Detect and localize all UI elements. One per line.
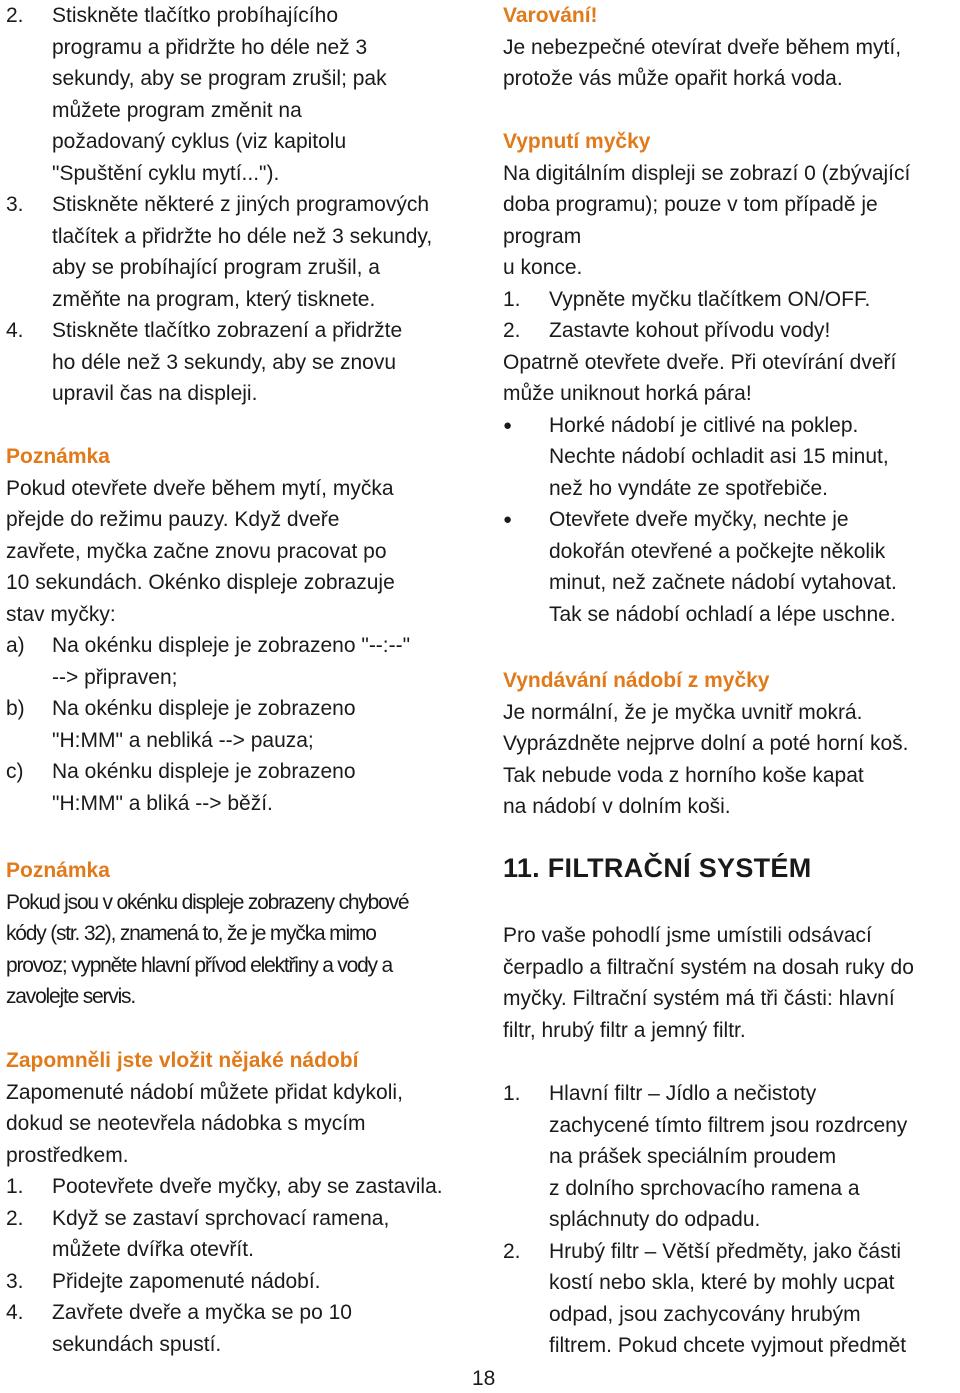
list-item: c) Na okénku displeje je zobrazeno "H:MM" a bliká --> běží. — [6, 760, 356, 815]
program-steps-list — [6, 0, 432, 410]
bullet-icon: ● — [503, 511, 513, 528]
list-item: ● Otevřete dveře myčky, nechte je dokořán otevřené a počkejte několik minut, než začnete nádobí vytahovat. Tak se nádobí ochladí a lépe uschne. — [503, 504, 957, 630]
note-pause: Poznámka Pokud otevřete dveře během mytí, myčka přejde do režimu pauzy. Když dveře zavřete, myčka začne znovu pracovat po 10 sekundách. Okénko displeje zobrazuje stav myčky: a) Na okénku displeje je zobrazeno "--:--" --> připraven; b) Na okénku displeje je zobrazeno "H:MM" a nebliká --> pauza; c) Na okénku displeje je zobrazeno "H:MM" a bliká --> běží. — [6, 441, 472, 819]
unload-section: Vyndávání nádobí z myčky Je normální, že je myčka uvnitř mokrá. Vyprázdněte nejprve dolní a poté horní koš. Tak nebude voda z horního koše kapat na nádobí v dolním koši. — [503, 665, 957, 823]
list-item: 4. Zavřete dveře a myčka se po 10 sekundách spustí. — [6, 1301, 352, 1356]
section-title: Vypnutí myčky — [503, 130, 651, 153]
page-number: 18 — [472, 1367, 496, 1390]
list-item: 1. Vypněte myčku tlačítkem ON/OFF. — [503, 287, 871, 311]
bullet-icon: ● — [503, 416, 513, 434]
section-title: Vyndávání nádobí z myčky — [503, 669, 770, 692]
note-error: Poznámka Pokud jsou v okénku displeje zobrazeny chybové kódy (str. 32), znamená to, že je myčka mimo provoz; vypněte hlavní přívod elektřiny a vody a zavolejte servis. — [6, 855, 472, 1013]
note-title: Poznámka — [6, 859, 110, 882]
section-title: Zapomněli jste vložit nějaké nádobí — [6, 1049, 359, 1072]
list-item: 2. Když se zastaví sprchovací ramena, můžete dvířka otevřít. — [6, 1206, 390, 1261]
list-item: 2. Hrubý filtr – Větší předměty, jako části kostí nebo skla, které by mohly ucpat odpad, jsou zachycovány hrubým filtrem. Pokud chcete vyjmout předmět — [503, 1239, 907, 1357]
list-item: 2. Zastavte kohout přívodu vody! — [503, 319, 831, 342]
forgot-section: Zapomněli jste vložit nějaké nádobí Zapomenuté nádobí můžete přidat kdykoli, dokud se neotevřela nádobka s mycím prostředkem. 1. Pootevřete dveře myčky, aby se zastavila. 2. Když se zastaví sprchovací ramena, můžete dvířka otevřít. 3. Přidejte zapomenuté nádobí. 4. Zavřete dveře a myčka se po 10 sekundách spustí. — [6, 1045, 472, 1360]
list-item: 3. Přidejte zapomenuté nádobí. — [6, 1269, 321, 1293]
list-item: 1. Hlavní filtr – Jídlo a nečistoty zachycené tímto filtrem jsou rozdrceny na prášek speciálním proudem z dolního sprchovacího ramena a spláchnuty do odpadu. — [503, 1082, 908, 1231]
list-item: 4. Stiskněte tlačítko zobrazení a přidržte ho déle než 3 sekundy, aby se znovu upravil čas na displeji. — [6, 319, 403, 405]
list-item: 2. Stiskněte tlačítko probíhajícího programu a přidržte ho déle než 3 sekundy, aby se program zrušil; pak můžete program změnit na požadovaný cyklus (viz kapitolu "Spuštění cyklu mytí..."). — [6, 4, 387, 185]
list-item: b) Na okénku displeje je zobrazeno "H:MM" a nebliká --> pauza; — [6, 697, 356, 752]
list-item: 3. Stiskněte některé z jiných programových tlačítek a přidržte ho déle než 3 sekundy, aby se probíhající program zrušil, a změňte na program, který tisknete. — [6, 193, 433, 311]
list-item: 1. Pootevřete dveře myčky, aby se zastavila. — [6, 1175, 443, 1198]
shutdown-section: Vypnutí myčky Na digitálním displeji se zobrazí 0 (zbývající doba programu); pouze v tom případě je program u konce. 1. Vypněte myčku tlačítkem ON/OFF. 2. Zastavte kohout přívodu vody! Opatrně otevřete dveře. Při otevírání dveří může uniknout horká pára! ● Horké nádobí je citlivé na poklep. Nechte nádobí ochladit asi 15 minut, než ho vyndáte ze spotřebiče. ● Otevřete dveře myčky, nechte je dokořán otevřené a počkejte několik minut, než začnete nádobí vytahovat. Tak se nádobí ochladí a lépe uschne. — [503, 126, 957, 630]
list-item: ● Horké nádobí je citlivé na poklep. Nechte nádobí ochladit asi 15 minut, než ho vyndáte ze spotřebiče. — [503, 410, 957, 505]
list-item: a) Na okénku displeje je zobrazeno "--:--" --> připraven; — [6, 634, 411, 689]
warning-title: Varování! — [503, 4, 598, 27]
chapter-title: 11. FILTRAČNÍ SYSTÉM — [503, 853, 812, 883]
note-title: Poznámka — [6, 445, 110, 468]
warning-section: Varování! Je nebezpečné otevírat dveře během mytí, protože vás může opařit horká voda. — [503, 0, 957, 95]
filter-section: 11. FILTRAČNÍ SYSTÉM Pro vaše pohodlí jsme umístili odsávací čerpadlo a filtrační systém na dosah ruky do myčky. Filtrační systém má tři části: hlavní filtr, hrubý filtr a jemný filtr. 1. Hlavní filtr – Jídlo a nečistoty zachycené tímto filtrem jsou rozdrceny na prášek speciálním proudem z dolního sprchovacího ramena a spláchnuty do odpadu. 2. Hrubý filtr – Větší předměty, jako části kostí nebo skla, které by mohly ucpat odpad, jsou zachycovány hrubým filtrem. Pokud chcete vyjmout předmět — [503, 849, 957, 1362]
